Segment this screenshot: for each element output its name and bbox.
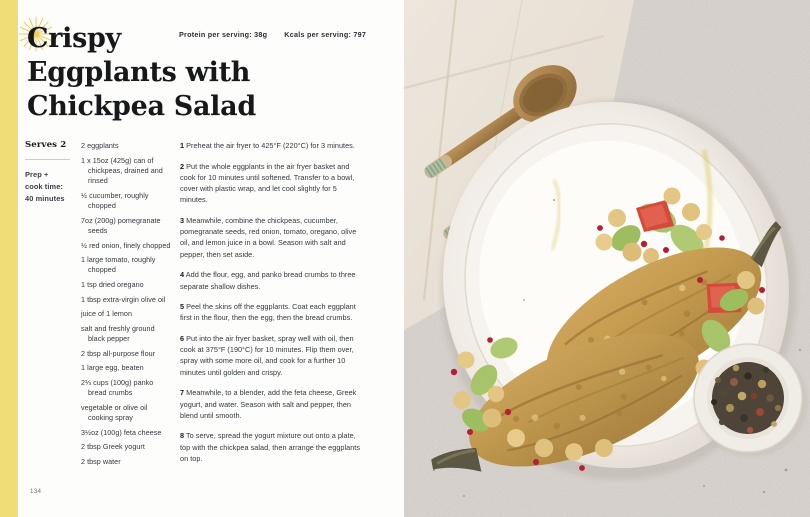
ingredients-list <box>81 140 173 474</box>
step-text: Peel the skins off the eggplants. Coat each eggplant first in the flour, then the egg, then the bread crumbs. <box>180 302 356 323</box>
protein-per-serving: Protein per serving: 38g <box>179 30 268 39</box>
step-number: 1 <box>180 141 185 150</box>
ingredient-item: ½ cucumber, roughly chopped <box>81 190 149 211</box>
ingredient-item: salt and freshly ground black pepper <box>81 323 155 344</box>
ingredient-item: 2 tbsp all-purpose flour <box>81 348 156 358</box>
prep-time-block <box>25 169 81 205</box>
step-number: 6 <box>180 334 185 343</box>
food-photograph <box>404 0 810 517</box>
step-number: 4 <box>180 270 185 280</box>
ingredient-item: 1 tbsp extra-virgin olive oil <box>81 294 166 304</box>
prep-label: Prep + <box>25 170 49 180</box>
title-line-1: Crispy <box>27 23 121 54</box>
meta-column <box>25 140 81 474</box>
recipe-photo <box>404 0 810 517</box>
ingredient-item: 2 tbsp Greek yogurt <box>81 442 145 452</box>
title-line-3: Chickpea Salad <box>27 91 256 123</box>
meta-divider <box>25 159 70 160</box>
content-columns <box>0 140 404 474</box>
step-text: Add the flour, egg, and panko bread crumbs to three separate shallow dishes. <box>180 270 356 291</box>
method-step <box>180 301 365 323</box>
kcals-per-serving: Kcals per serving: 797 <box>284 30 367 39</box>
step-number: 8 <box>180 431 185 441</box>
ingredient-item: 1 tsp dried oregano <box>81 280 144 290</box>
step-text: Meanwhile, to a blender, add the feta cheese, Greek yogurt, and water. Season with salt and pepper, then blend until smooth. <box>180 388 357 420</box>
cook-time-label: cook time: <box>25 182 63 192</box>
step-text: To serve, spread the yogurt mixture out onto a plate, top with the chickpea salad, then arrange the eggplants on top. <box>180 431 360 463</box>
method-step <box>180 430 365 464</box>
step-text: Put into the air fryer basket, spray well with oil, then cook at 375°F (190°C) for 10 minutes. Flip them over, spray with some more oil, and cook for a further 10 minutes until golden and crispy. <box>180 334 354 377</box>
method-step <box>180 387 365 421</box>
text-page <box>0 0 404 517</box>
ingredient-item: 2 tbsp water <box>81 456 121 466</box>
ingredient-item: juice of 1 lemon <box>81 309 132 319</box>
serves-label: Serves 2 <box>25 140 67 150</box>
step-text: Put the whole eggplants in the air fryer basket and cook for 10 minutes until softened. Transfer to a bowl, cover with plastic wrap, and let cool slightly for 5 minutes. <box>180 161 355 205</box>
step-text: Preheat the air fryer to 425°F (220°C) for 3 minutes. <box>184 141 355 150</box>
ingredient-item: 2 eggplants <box>81 141 119 150</box>
method-step <box>180 161 365 206</box>
ingredient-item: 1 large tomato, roughly chopped <box>81 255 156 275</box>
title-line-2: Eggplants with <box>27 57 251 89</box>
method-step <box>180 269 365 291</box>
page-spine-accent <box>0 0 18 517</box>
nutrition-info <box>179 30 366 39</box>
ingredient-item: vegetable or olive oil cooking spray <box>81 402 148 423</box>
page-number: 134 <box>30 488 42 495</box>
ingredient-item: 7oz (200g) pomegranate seeds <box>81 215 161 235</box>
ingredient-item: 3½oz (100g) feta cheese <box>81 427 162 437</box>
step-number: 7 <box>180 388 185 398</box>
method-step <box>180 333 365 378</box>
step-number: 2 <box>180 161 185 171</box>
ingredient-item: 1 x 15oz (425g) can of chickpeas, drained and rinsed <box>81 155 163 186</box>
step-number: 5 <box>180 302 185 312</box>
method-step <box>180 140 365 151</box>
ingredient-item: 1 large egg, beaten <box>81 363 144 373</box>
method-steps-list <box>180 140 365 474</box>
ingredient-item: 2⅓ cups (100g) panko bread crumbs <box>81 377 154 398</box>
total-time-value: 40 minutes <box>25 194 65 204</box>
step-text: Meanwhile, combine the chickpeas, cucumber, pomegranate seeds, red onion, tomato, oregano, olive oil, and lemon juice in a bowl. Season with salt and pepper, then set aside. <box>180 215 357 259</box>
ingredient-item: ½ red onion, finely chopped <box>81 240 171 250</box>
step-number: 3 <box>180 215 185 225</box>
method-step <box>180 215 365 260</box>
